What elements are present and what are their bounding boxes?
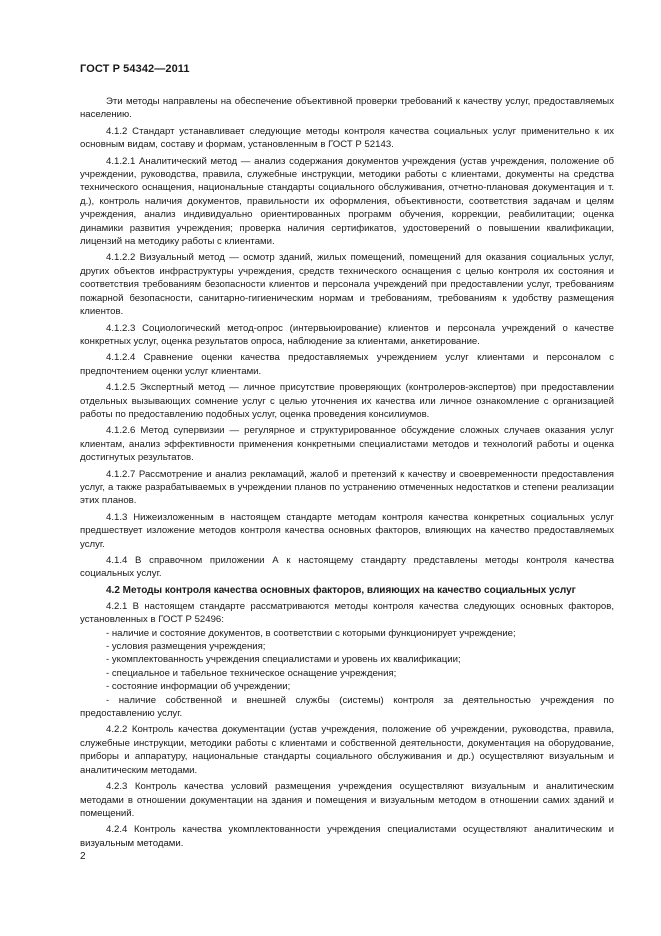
document-body [80,95,614,853]
paragraph: 4.1.2.3 Социологический метод-опрос (интервьюирование) клиентов и персонала учреждений о качестве конкретных услуг, оценка результатов опроса, наблюдение за клиентами, анкетирование. [80,322,614,347]
list-item: - специальное и табельное техническое оснащение учреждения; [106,667,397,679]
list-item: - состояние информации об учреждении; [106,681,291,693]
paragraph: 4.1.2.2 Визуальный метод — осмотр зданий, жилых помещений, помещений для оказания социальных услуг, других объектов инфраструктуры учреждения, средств технического оснащения с целью контроля их состояния и соответствия требованиям безопасности клиентов и персонала учреждений при предоставлении услуг, требованиям пожарной безопасности, санитарно-гигиеническим нормам и требованиям, требованиям к удобству размещения клиентов. [80,252,614,318]
document-header: ГОСТ Р 54342—2011 [80,63,190,75]
paragraph: 4.1.2 Стандарт устанавливает следующие методы контроля качества социальных услуг применительно к их основным видам, составу и формам, установленным в ГОСТ Р 52143. [80,125,614,151]
list-item: - наличие и состояние документов, в соответствии с которыми функционирует учреждение; [106,627,516,639]
paragraph: 4.1.3 Нижеизложенным в настоящем стандарте методам контроля качества конкретных социальных услуг предшествует изложение методов контроля качества основных факторов, влияющих на качество предоставляемых услуг. [80,511,614,550]
paragraph: 4.1.2.1 Аналитический метод — анализ содержания документов учреждения (устав учреждения, положение об учреждении, руководства, правила, служебные инструкции, методики работы с клиентами, документы на средства технического оснащения, национальные стандарты социального обслуживания, отчетно-плановая документация и т. д.), контроль наличия документов, правильности их оформления, объективности, соответствия задачам и целям учреждения, анализ индивидуально ориентированных программ обучения, коррекции, реабилитации; оценка динамики развития учреждения; проверка наличия сертификатов, удостоверений о повышении квалификации, лицензий на методику работы с клиентами. [80,155,614,248]
list-item: - наличие собственной и внешней службы (системы) контроля за деятельностью учреждения по предоставлению услуг. [80,694,614,720]
paragraph: 4.1.4 В справочном приложении А к настоящему стандарту представлены методы контроля качества социальных услуг. [80,555,614,580]
section-heading: 4.2 Методы контроля качества основных факторов, влияющих на качество социальных услуг [106,584,576,596]
paragraph: Эти методы направлены на обеспечение объективной проверки требований к качеству услуг, предоставляемых населению. [80,96,614,121]
paragraph: 4.1.2.5 Экспертный метод — личное присутствие проверяющих (контролеров-экспертов) при предоставлении отдельных вызывающих сомнение услуг с целью уточнения их качества или личное ознакомление с организацией работы по предоставлению подобных услуг, оценка проведения консилиумов. [80,382,614,420]
list-item: - укомплектованность учреждения специалистами и уровень их квалификации; [106,654,461,666]
paragraph: 4.2.3 Контроль качества условий размещения учреждения осуществляют визуальным и аналитическим методами в отношении документации на здания и помещения и визуальным методом в отношении самих зданий и помещений. [80,781,614,819]
paragraph: 4.2.2 Контроль качества документации (устав учреждения, положение об учреждении, руководства, правила, служебные инструкции, методики работы с клиентами и собственной деятельности, документация на оборудование, приборы и аппаратуру, национальные стандарты социального обслуживания и др.) осуществляют визуальным и аналитическим методами. [80,724,614,776]
paragraph: 4.1.2.6 Метод супервизии — регулярное и структурированное обсуждение сложных случаев оказания услуг клиентам, анализ эффективности применения конкретными специалистами методов и технологий работы и оценка достигнутых результатов. [80,425,614,464]
list-item: - условия размещения учреждения; [106,641,266,653]
paragraph: 4.2.4 Контроль качества укомплектованности учреждения специалистами осуществляют аналитическим и визуальным методами. [80,824,614,849]
paragraph: 4.2.1 В настоящем стандарте рассматриваются методы контроля качества следующих основных факторов, установленных в ГОСТ Р 52496: [80,600,614,626]
paragraph: 4.1.2.4 Сравнение оценки качества предоставляемых учреждением услуг клиентами и персоналом с предпочтением оценки услуг клиентами. [80,352,614,377]
page-number: 2 [80,851,86,862]
paragraph: 4.1.2.7 Рассмотрение и анализ рекламаций, жалоб и претензий к качеству и своевременности предоставления услуг, а также разрабатываемых в учреждении планов по устранению отмеченных недостатков и степени реализации этих планов. [80,468,614,507]
